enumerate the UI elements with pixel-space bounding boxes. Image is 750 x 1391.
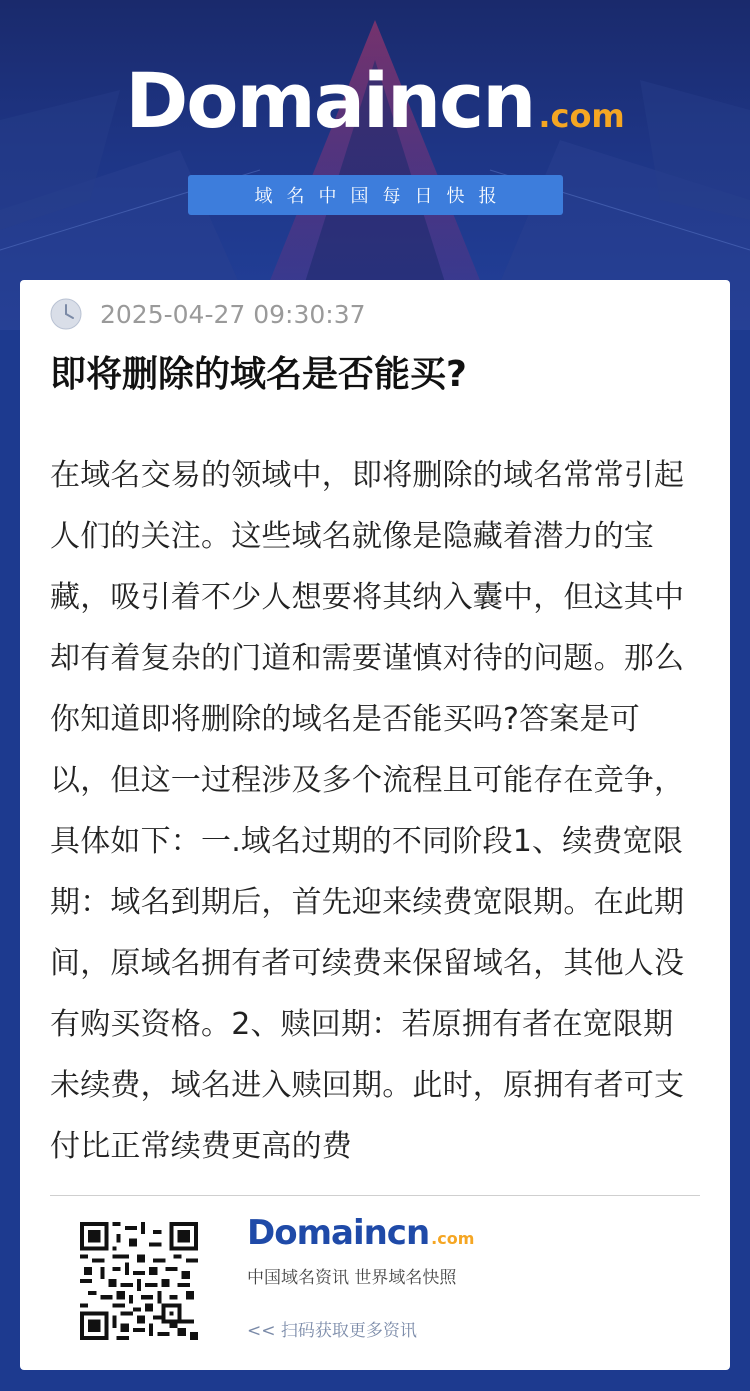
clock-icon [50, 298, 82, 330]
publish-time [50, 290, 366, 338]
timestamp: 2025-04-27 09:30:37 [100, 299, 366, 329]
footer-logo-tld: .com [431, 1229, 475, 1248]
divider [50, 1195, 700, 1196]
footer-info [247, 1213, 647, 1341]
qr-code [80, 1222, 198, 1340]
footer-logo-text: Domaincn [247, 1213, 430, 1253]
article-title: 即将删除的域名是否能买? [50, 354, 467, 395]
logo-text: Domaincn [125, 56, 535, 145]
logo-tld: .com [538, 97, 625, 135]
footer-logo [247, 1213, 647, 1253]
footer-slogan: 中国域名资讯 世界域名快照 [247, 1268, 457, 1288]
article-body: 在域名交易的领域中，即将删除的域名常常引起人们的关注。这些域名就像是隐藏着潜力的宝藏，吸引着不少人想要将其纳入囊中，但这其中却有着复杂的门道和需要谨慎对待的问题。那么你知道即将删除的域名是否能买吗?答案是可以，但这一过程涉及多个流程且可能存在竞争，具体如下：一.域名过期的不同阶段1、续费宽限期：域名到期后，首先迎来续费宽限期。在此期间，原域名拥有者可续费来保留域名，其他人没有购买资格。2、赎回期：若原拥有者在宽限期未续费，域名进入赎回期。此时，原拥有者可支付比正常续费更高的费 [50, 458, 685, 1164]
scan-for-more-link: << 扫码获取更多资讯 [247, 1321, 417, 1341]
site-logo [0, 56, 750, 145]
tagline-banner: 域名中国每日快报 [188, 175, 563, 215]
article-card [20, 280, 730, 1370]
